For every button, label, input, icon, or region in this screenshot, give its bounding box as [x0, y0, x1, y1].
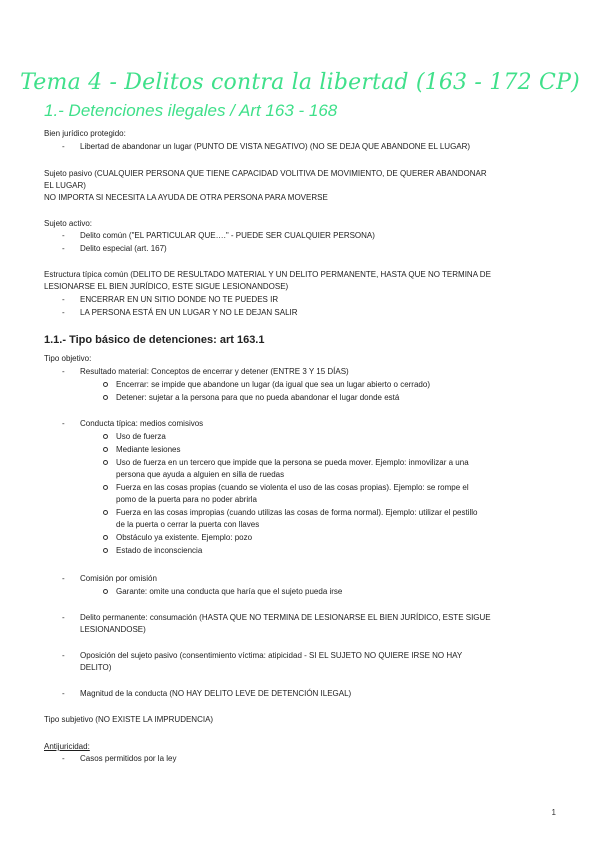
detener-item: Detener: sujetar a la persona para que no pueda abandonar el lugar donde está	[116, 393, 400, 402]
circle-bullet-icon	[103, 447, 108, 452]
page-title: Tema 4 - Delitos contra la libertad (163 - 172 CP)	[20, 70, 580, 95]
medio-cosas-impropias-2: de la puerta o cerrar la puerta con llaves	[116, 520, 260, 529]
medio-inconsciencia: Estado de inconsciencia	[116, 546, 203, 555]
section-heading-2: 1.1.- Tipo básico de detenciones: art 163.1	[44, 334, 265, 346]
bullet-dash: -	[62, 613, 65, 622]
medio-uso-fuerza: Uso de fuerza	[116, 432, 166, 441]
bullet-dash: -	[62, 142, 65, 151]
bullet-dash: -	[62, 689, 65, 698]
medio-obstaculo: Obstáculo ya existente. Ejemplo: pozo	[116, 533, 253, 542]
sujeto-activo-item-1: Delito común ("EL PARTICULAR QUE…." - PUEDE SER CUALQUIER PERSONA)	[80, 231, 375, 240]
circle-bullet-icon	[103, 460, 108, 465]
estructura-line2: LESIONARSE EL BIEN JURÍDICO, ESTE SIGUE LESIONANDOSE)	[44, 282, 289, 291]
circle-bullet-icon	[103, 485, 108, 490]
bullet-dash: -	[62, 574, 65, 583]
magnitud-conducta: Magnitud de la conducta (NO HAY DELITO LEVE DE DETENCIÓN ILEGAL)	[80, 689, 352, 698]
encerrar-item: Encerrar: se impide que abandone un lugar (da igual que sea un lugar abierto o cerrado)	[116, 380, 430, 389]
section-heading-1: 1.- Detenciones ilegales / Art 163 - 168	[44, 101, 338, 120]
conducta-tipica: Conducta típica: medios comisivos	[80, 419, 204, 428]
tipo-subjetivo: Tipo subjetivo (NO EXISTE LA IMPRUDENCIA)	[44, 715, 214, 724]
bullet-dash: -	[62, 419, 65, 428]
sujeto-pasivo-line2: EL LUGAR)	[44, 181, 86, 190]
medio-lesiones: Mediante lesiones	[116, 445, 181, 454]
oposicion-1: Oposición del sujeto pasivo (consentimiento víctima: atipicidad - SI EL SUJETO NO QUIERE IRSE NO HAY	[80, 651, 463, 660]
page-number: 1	[551, 808, 556, 817]
circle-bullet-icon	[103, 434, 108, 439]
bullet-dash: -	[62, 651, 65, 660]
circle-bullet-icon	[103, 395, 108, 400]
medio-fuerza-tercero-1: Uso de fuerza en un tercero que impide que la persona se pueda mover. Ejemplo: inmovilizar a una	[116, 458, 469, 467]
sujeto-pasivo-line1: Sujeto pasivo (CUALQUIER PERSONA QUE TIENE CAPACIDAD VOLITIVA DE MOVIMIENTO, DE QUERER ABANDONAR	[44, 169, 487, 178]
medio-cosas-impropias-1: Fuerza en las cosas impropias (cuando utilizas las cosas de forma normal). Ejemplo: utilizar el pestillo	[116, 508, 478, 517]
bullet-dash: -	[62, 308, 65, 317]
estructura-line1: Estructura típica común (DELITO DE RESULTADO MATERIAL Y UN DELITO PERMANENTE, HASTA QUE NO TERMINA DE	[44, 270, 491, 279]
garante-item: Garante: omite una conducta que haría que el sujeto pueda irse	[116, 587, 343, 596]
sujeto-activo-item-2: Delito especial (art. 167)	[80, 244, 167, 253]
medio-cosas-propias-2: pomo de la puerta para no poder abrirla	[116, 495, 257, 504]
circle-bullet-icon	[103, 535, 108, 540]
sujeto-activo-label: Sujeto activo:	[44, 219, 93, 228]
tipo-objetivo-label: Tipo objetivo:	[44, 354, 92, 363]
bien-juridico-label: Bien jurídico protegido:	[44, 129, 126, 138]
circle-bullet-icon	[103, 510, 108, 515]
circle-bullet-icon	[103, 382, 108, 387]
delito-permanente-1: Delito permanente: consumación (HASTA QUE NO TERMINA DE LESIONARSE EL BIEN JURÍDICO, ESTE SIGUE	[80, 613, 491, 622]
medio-cosas-propias-1: Fuerza en las cosas propias (cuando se violenta el uso de las cosas propias). Ejemplo: se rompe el	[116, 483, 469, 492]
antijuricidad-item: Casos permitidos por la ley	[80, 754, 177, 763]
estructura-item-2: LA PERSONA ESTÁ EN UN LUGAR Y NO LE DEJAN SALIR	[80, 308, 298, 317]
bullet-dash: -	[62, 754, 65, 763]
oposicion-2: DELITO)	[80, 663, 112, 672]
resultado-material: Resultado material: Conceptos de encerrar y detener (ENTRE 3 Y 15 DÍAS)	[80, 367, 349, 376]
antijuricidad-label: Antijuricidad:	[44, 742, 90, 751]
bullet-dash: -	[62, 244, 65, 253]
estructura-item-1: ENCERRAR EN UN SITIO DONDE NO TE PUEDES IR	[80, 295, 279, 304]
bullet-dash: -	[62, 231, 65, 240]
delito-permanente-2: LESIONANDOSE)	[80, 625, 146, 634]
circle-bullet-icon	[103, 589, 108, 594]
comision-omision: Comisión por omisión	[80, 574, 157, 583]
bien-juridico-item: Libertad de abandonar un lugar (PUNTO DE VISTA NEGATIVO) (NO SE DEJA QUE ABANDONE EL LUGAR)	[80, 142, 471, 151]
sujeto-pasivo-line3: NO IMPORTA SI NECESITA LA AYUDA DE OTRA PERSONA PARA MOVERSE	[44, 193, 328, 202]
bullet-dash: -	[62, 367, 65, 376]
circle-bullet-icon	[103, 548, 108, 553]
medio-fuerza-tercero-2: persona que ayuda a alguien en silla de ruedas	[116, 470, 285, 479]
bullet-dash: -	[62, 295, 65, 304]
